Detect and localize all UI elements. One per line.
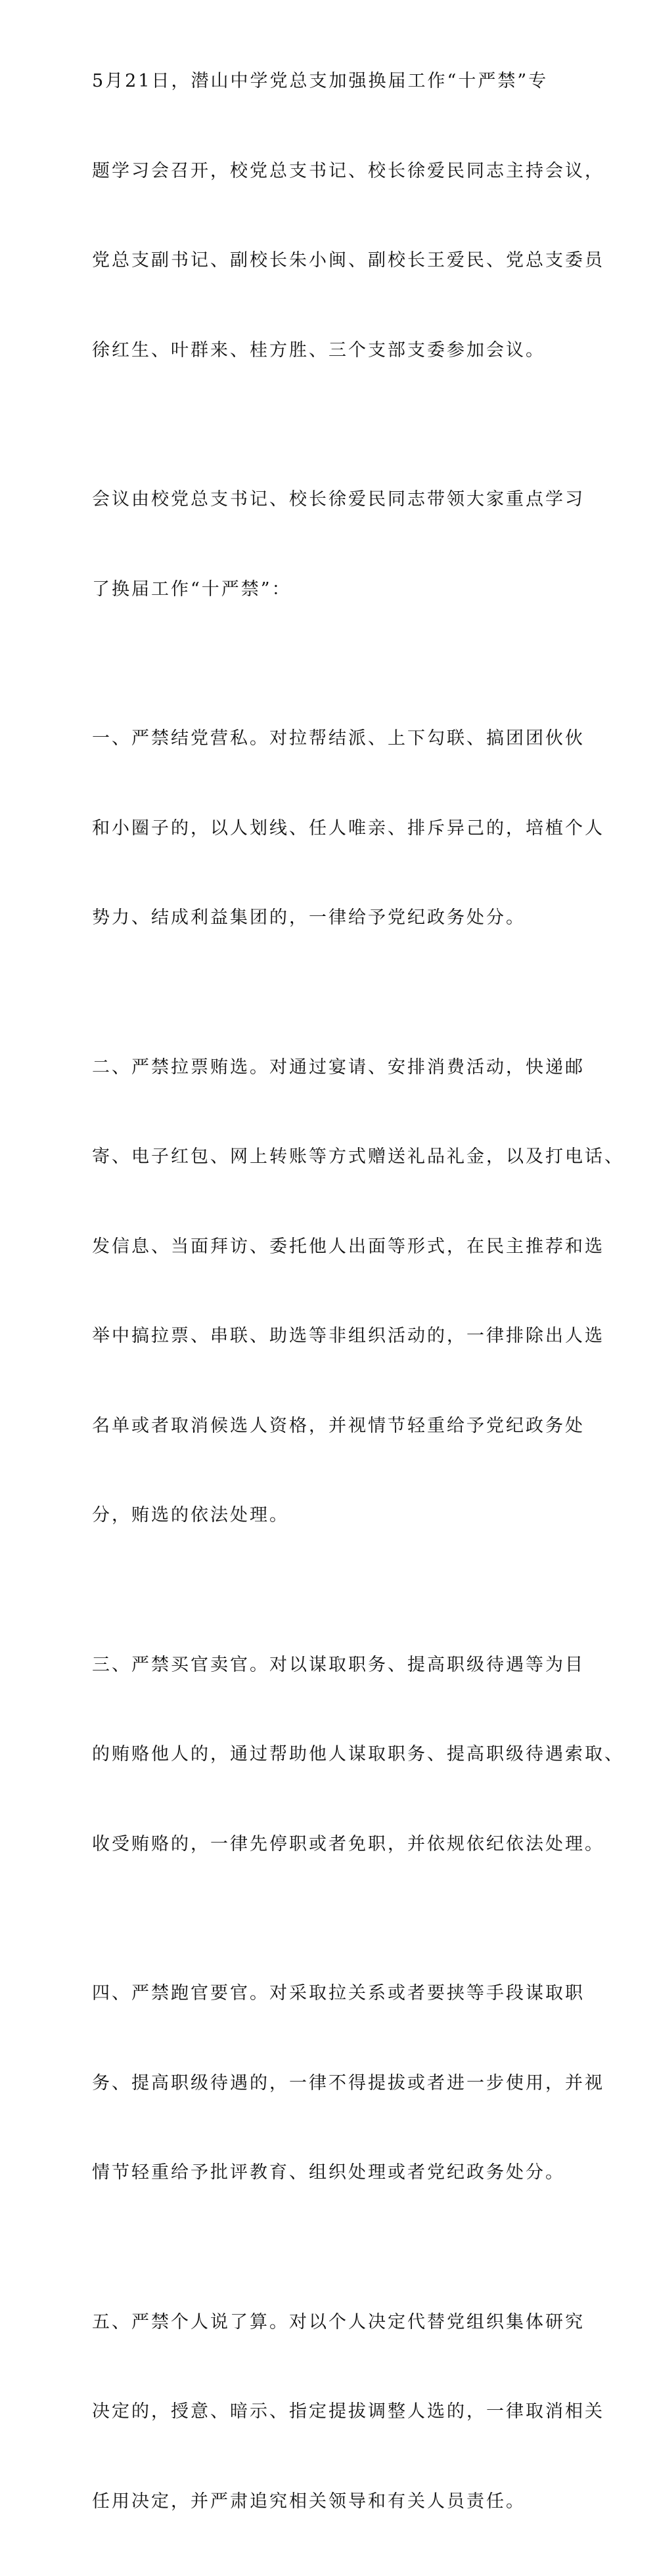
text-line: 决定的，授意、暗示、指定提拔调整人选的，一律取消相关 — [92, 2397, 572, 2427]
text-line: 一、严禁结党营私。对拉帮结派、上下勾联、搞团团伙伙 — [92, 724, 572, 754]
text-line: 举中搞拉票、串联、助选等非组织活动的，一律排除出人选 — [92, 1321, 572, 1351]
text-line: 会议由校党总支书记、校长徐爱民同志带领大家重点学习 — [92, 485, 572, 515]
text-line: 五、严禁个人说了算。对以个人决定代替党组织集体研究 — [92, 2307, 572, 2338]
text-line: 的贿赂他人的，通过帮助他人谋取职务、提高职级待遇索取、 — [92, 1739, 572, 1770]
rule-1-paragraph — [92, 664, 572, 993]
rule-5-paragraph — [92, 2248, 572, 2576]
text-line: 寄、电子红包、网上转账等方式赠送礼品礼金，以及打电话、 — [92, 1142, 572, 1172]
rule-2-paragraph — [92, 993, 572, 1590]
text-line: 分，贿选的依法处理。 — [92, 1500, 572, 1531]
text-line: 四、严禁跑官要官。对采取拉关系或者要挟等手段谋取职 — [92, 1978, 572, 2009]
text-line: 发信息、当面拜访、委托他人出面等形式，在民主推荐和选 — [92, 1232, 572, 1262]
rule-4-paragraph — [92, 1919, 572, 2248]
text-line: 和小圈子的，以人划线、任人唯亲、排斥异己的，培植个人 — [92, 814, 572, 844]
text-line: 任用决定，并严肃追究相关领导和有关人员责任。 — [92, 2487, 572, 2517]
intro-paragraph — [92, 7, 572, 425]
text-line: 5月21日，潜山中学党总支加强换届工作“十严禁”专 — [92, 66, 572, 97]
text-line: 务、提高职级待遇的，一律不得提拔或者进一步使用，并视 — [92, 2068, 572, 2099]
text-line: 三、严禁买官卖官。对以谋取职务、提高职级待遇等为目 — [92, 1650, 572, 1680]
document-body — [92, 7, 572, 2576]
text-line: 徐红生、叶群来、桂方胜、三个支部支委参加会议。 — [92, 336, 572, 366]
text-line: 了换届工作“十严禁”： — [92, 575, 572, 605]
text-line: 收受贿赂的，一律先停职或者免职，并依规依纪依法处理。 — [92, 1829, 572, 1860]
text-line: 题学习会召开，校党总支书记、校长徐爱民同志主持会议， — [92, 156, 572, 186]
text-line: 情节轻重给予批评教育、组织处理或者党纪政务处分。 — [92, 2158, 572, 2188]
text-line: 势力、结成利益集团的，一律给予党纪政务处分。 — [92, 903, 572, 933]
rule-3-paragraph — [92, 1590, 572, 1919]
text-line: 名单或者取消候选人资格，并视情节轻重给予党纪政务处 — [92, 1411, 572, 1441]
text-line: 二、严禁拉票贿选。对通过宴请、安排消费活动，快递邮 — [92, 1053, 572, 1083]
study-paragraph — [92, 425, 572, 664]
text-line: 党总支副书记、副校长朱小闽、副校长王爱民、党总支委员 — [92, 246, 572, 276]
